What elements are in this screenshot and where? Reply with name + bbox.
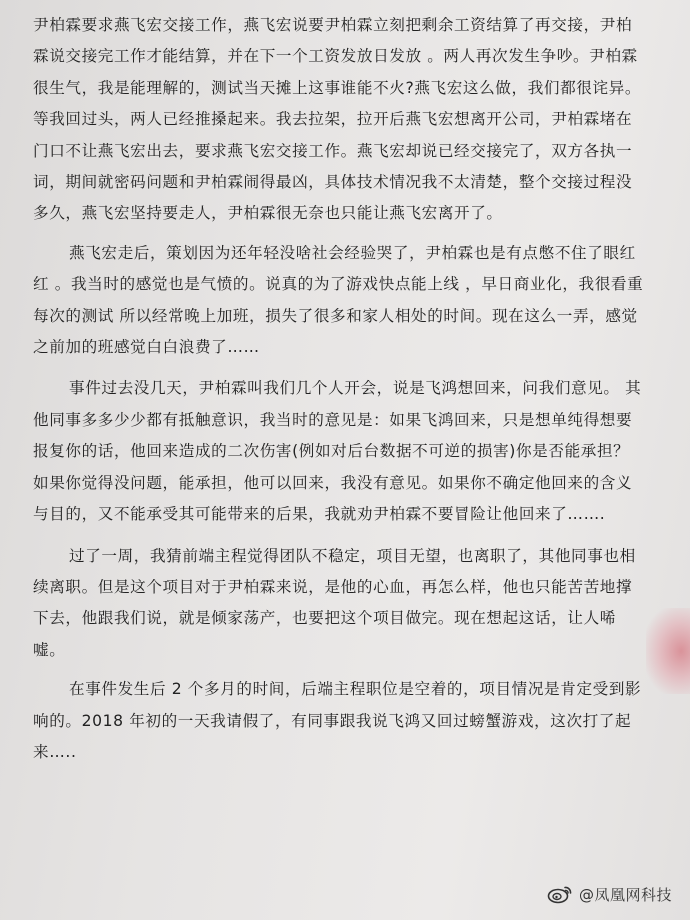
paragraph-3: 事件过去没几天，尹柏霖叫我们几个人开会，说是飞鸿想回来，问我们意见。 其他同事多多少少都有抵触意识，我当时的意见是：如果飞鸿回来，只是想单纯得想要报复你的话，他回来造成的二次伤害(例如对后台数据不可逆的损害)你是否能承担？如果你觉得没问题，能承担，他可以回来，我没有意见。如果你不确定他回来的含义与目的，又不能承受其可能带来的后果，我就劝尹柏霖不要冒险让他回来了……. — [33, 379, 642, 524]
paragraph-1: 尹柏霖要求燕飞宏交接工作，燕飞宏说要尹柏霖立刻把剩余工资结算了再交接，尹柏霖说交接完工作才能结算，并在下一个工资发放日发放 。两人再次发生争吵。尹柏霖很生气，我是能理解的，测试当天摊上这事谁能不火?燕飞宏这么做，我们都很诧异。等我回过头，两人已经推搡起来。我去拉架，拉开后燕飞宏想离开公司，尹柏霖堵在门口不让燕飞宏出去，要求燕飞宏交接工作。燕飞宏却说已经交接完了，双方各执一词，期间就密码问题和尹柏霖闹得最凶，具体技术情况我不太清楚，整个交接过程没多久，燕飞宏坚持要走人，尹柏霖很无奈也只能让燕飞宏离开了。 — [33, 16, 642, 223]
paragraph-2: 燕飞宏走后，策划因为还年轻没啥社会经验哭了，尹柏霖也是有点憋不住了眼红红 。我当时的感觉也是气愤的。说真的为了游戏快点能上线 ，早日商业化，我很看重每次的测试 所以经常晚上加班，损失了很多和家人相处的时间。现在这么一弄，感觉之前加的班感觉白白浪费了…… — [33, 243, 644, 357]
watermark-text: @凤凰网科技 — [578, 885, 672, 904]
weibo-icon — [547, 884, 573, 904]
paragraph-5: 在事件发生后 2 个多月的时间，后端主程职位是空着的，项目情况是肯定受到影响的。2018 年初的一天我请假了，有同事跟我说飞鸿又回过螃蟹游戏，这次打了起来….. — [33, 680, 642, 761]
source-watermark — [547, 882, 672, 906]
paragraph-4: 过了一周，我猜前端主程觉得团队不稳定，项目无望，也离职了，其他同事也相续离职。但是这个项目对于尹柏霖来说，是他的心血，再怎么样，他也只能苦苦地撑下去，他跟我们说，就是倾家荡产，也要把这个项目做完。现在想起这话，让人唏嘘。 — [33, 546, 636, 659]
document-body — [33, 10, 645, 768]
red-ink-mark — [646, 608, 690, 694]
